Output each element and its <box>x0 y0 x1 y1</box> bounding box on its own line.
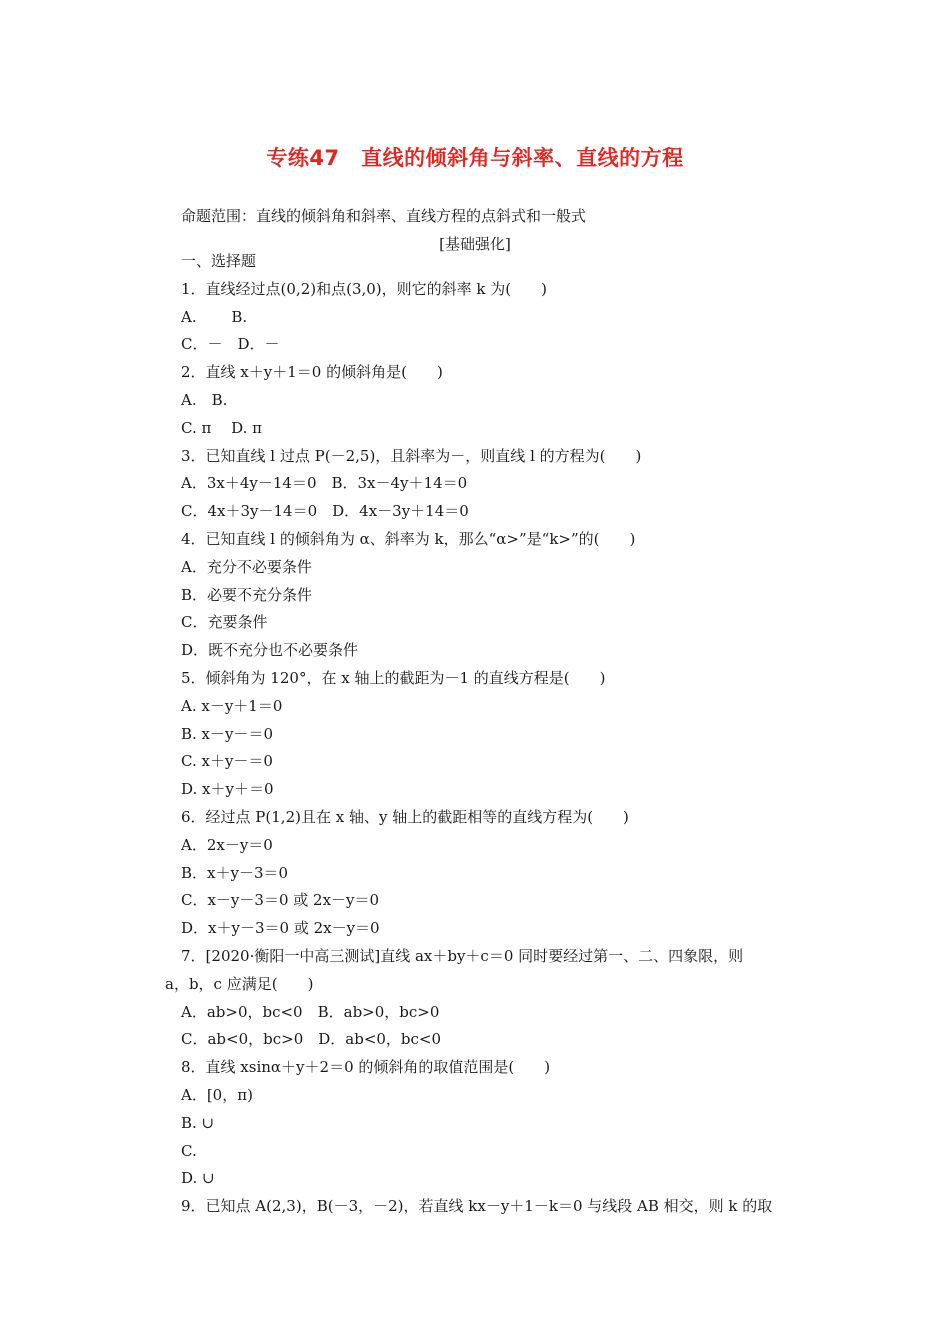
option-line: A．ab>0，bc<0 B．ab>0，bc>0 <box>181 1002 440 1021</box>
question-line: 一、选择题 <box>181 252 257 270</box>
option-line: A．3x＋4y－14＝0 B．3x－4y＋14＝0 <box>181 474 468 493</box>
option-line: C．4x＋3y－14＝0 D．4x－3y＋14＝0 <box>181 502 469 521</box>
option-line: C. π D. π <box>181 418 262 437</box>
question-line: a，b，c 应满足( ) <box>165 974 314 993</box>
option-line: C. <box>181 1141 197 1160</box>
section-tag: [基础强化] <box>439 235 511 253</box>
option-line: D. ∪ <box>181 1169 215 1188</box>
scope-line: 命题范围：直线的倾斜角和斜率、直线方程的点斜式和一般式 <box>181 207 587 225</box>
question-line: 4．已知直线 l 的倾斜角为 α、斜率为 k，那么“α>”是“k>”的( ) <box>181 530 636 548</box>
option-line: B．x＋y－3＝0 <box>181 863 289 882</box>
question-line: 3．已知直线 l 过点 P(－2,5)，且斜率为－，则直线 l 的方程为( ) <box>181 446 642 465</box>
option-line: B．必要不充分条件 <box>181 585 313 604</box>
page-title: 专练47 直线的倾斜角与斜率、直线的方程 <box>266 146 684 170</box>
option-line: C．ab<0，bc>0 D．ab<0，bc<0 <box>181 1030 442 1049</box>
option-line: C．－ D．－ <box>181 335 280 354</box>
option-line: C. x＋y－＝0 <box>181 752 273 771</box>
question-line: 8．直线 xsinα＋y＋2＝0 的倾斜角的取值范围是( ) <box>181 1058 551 1077</box>
option-line: A. B. <box>181 307 248 326</box>
option-line: B. ∪ <box>181 1113 215 1132</box>
question-line: 5．倾斜角为 120°，在 x 轴上的截距为－1 的直线方程是( ) <box>181 669 606 687</box>
option-line: D．x＋y－3＝0 或 2x－y＝0 <box>181 919 380 938</box>
option-line: D．既不充分也不必要条件 <box>181 641 359 660</box>
question-line: 9．已知点 A(2,3)，B(－3，－2)，若直线 kx－y＋1－k＝0 与线段 AB 相交，则 k 的取 <box>181 1197 773 1216</box>
question-line: 7．[2020·衡阳一中高三测试]直线 ax＋by＋c＝0 同时要经过第一、二、四象限，则 <box>181 947 744 965</box>
question-line: 6．经过点 P(1,2)且在 x 轴、y 轴上的截距相等的直线方程为( ) <box>181 808 629 826</box>
question-line: 1．直线经过点(0,2)和点(3,0)，则它的斜率 k 为( ) <box>181 279 547 298</box>
option-line: A. B. <box>181 391 228 409</box>
option-line: A. x－y＋1＝0 <box>181 696 283 715</box>
option-line: D. x＋y＋＝0 <box>181 780 274 799</box>
option-line: C．充要条件 <box>181 613 268 632</box>
question-line: 2．直线 x＋y＋1＝0 的倾斜角是( ) <box>181 363 443 382</box>
option-line: B. x－y－＝0 <box>181 724 274 743</box>
option-line: C．x－y－3＝0 或 2x－y＝0 <box>181 891 380 910</box>
option-line: A．[0，π) <box>181 1086 253 1104</box>
option-line: A．2x－y＝0 <box>181 835 273 854</box>
option-line: A．充分不必要条件 <box>181 557 312 576</box>
